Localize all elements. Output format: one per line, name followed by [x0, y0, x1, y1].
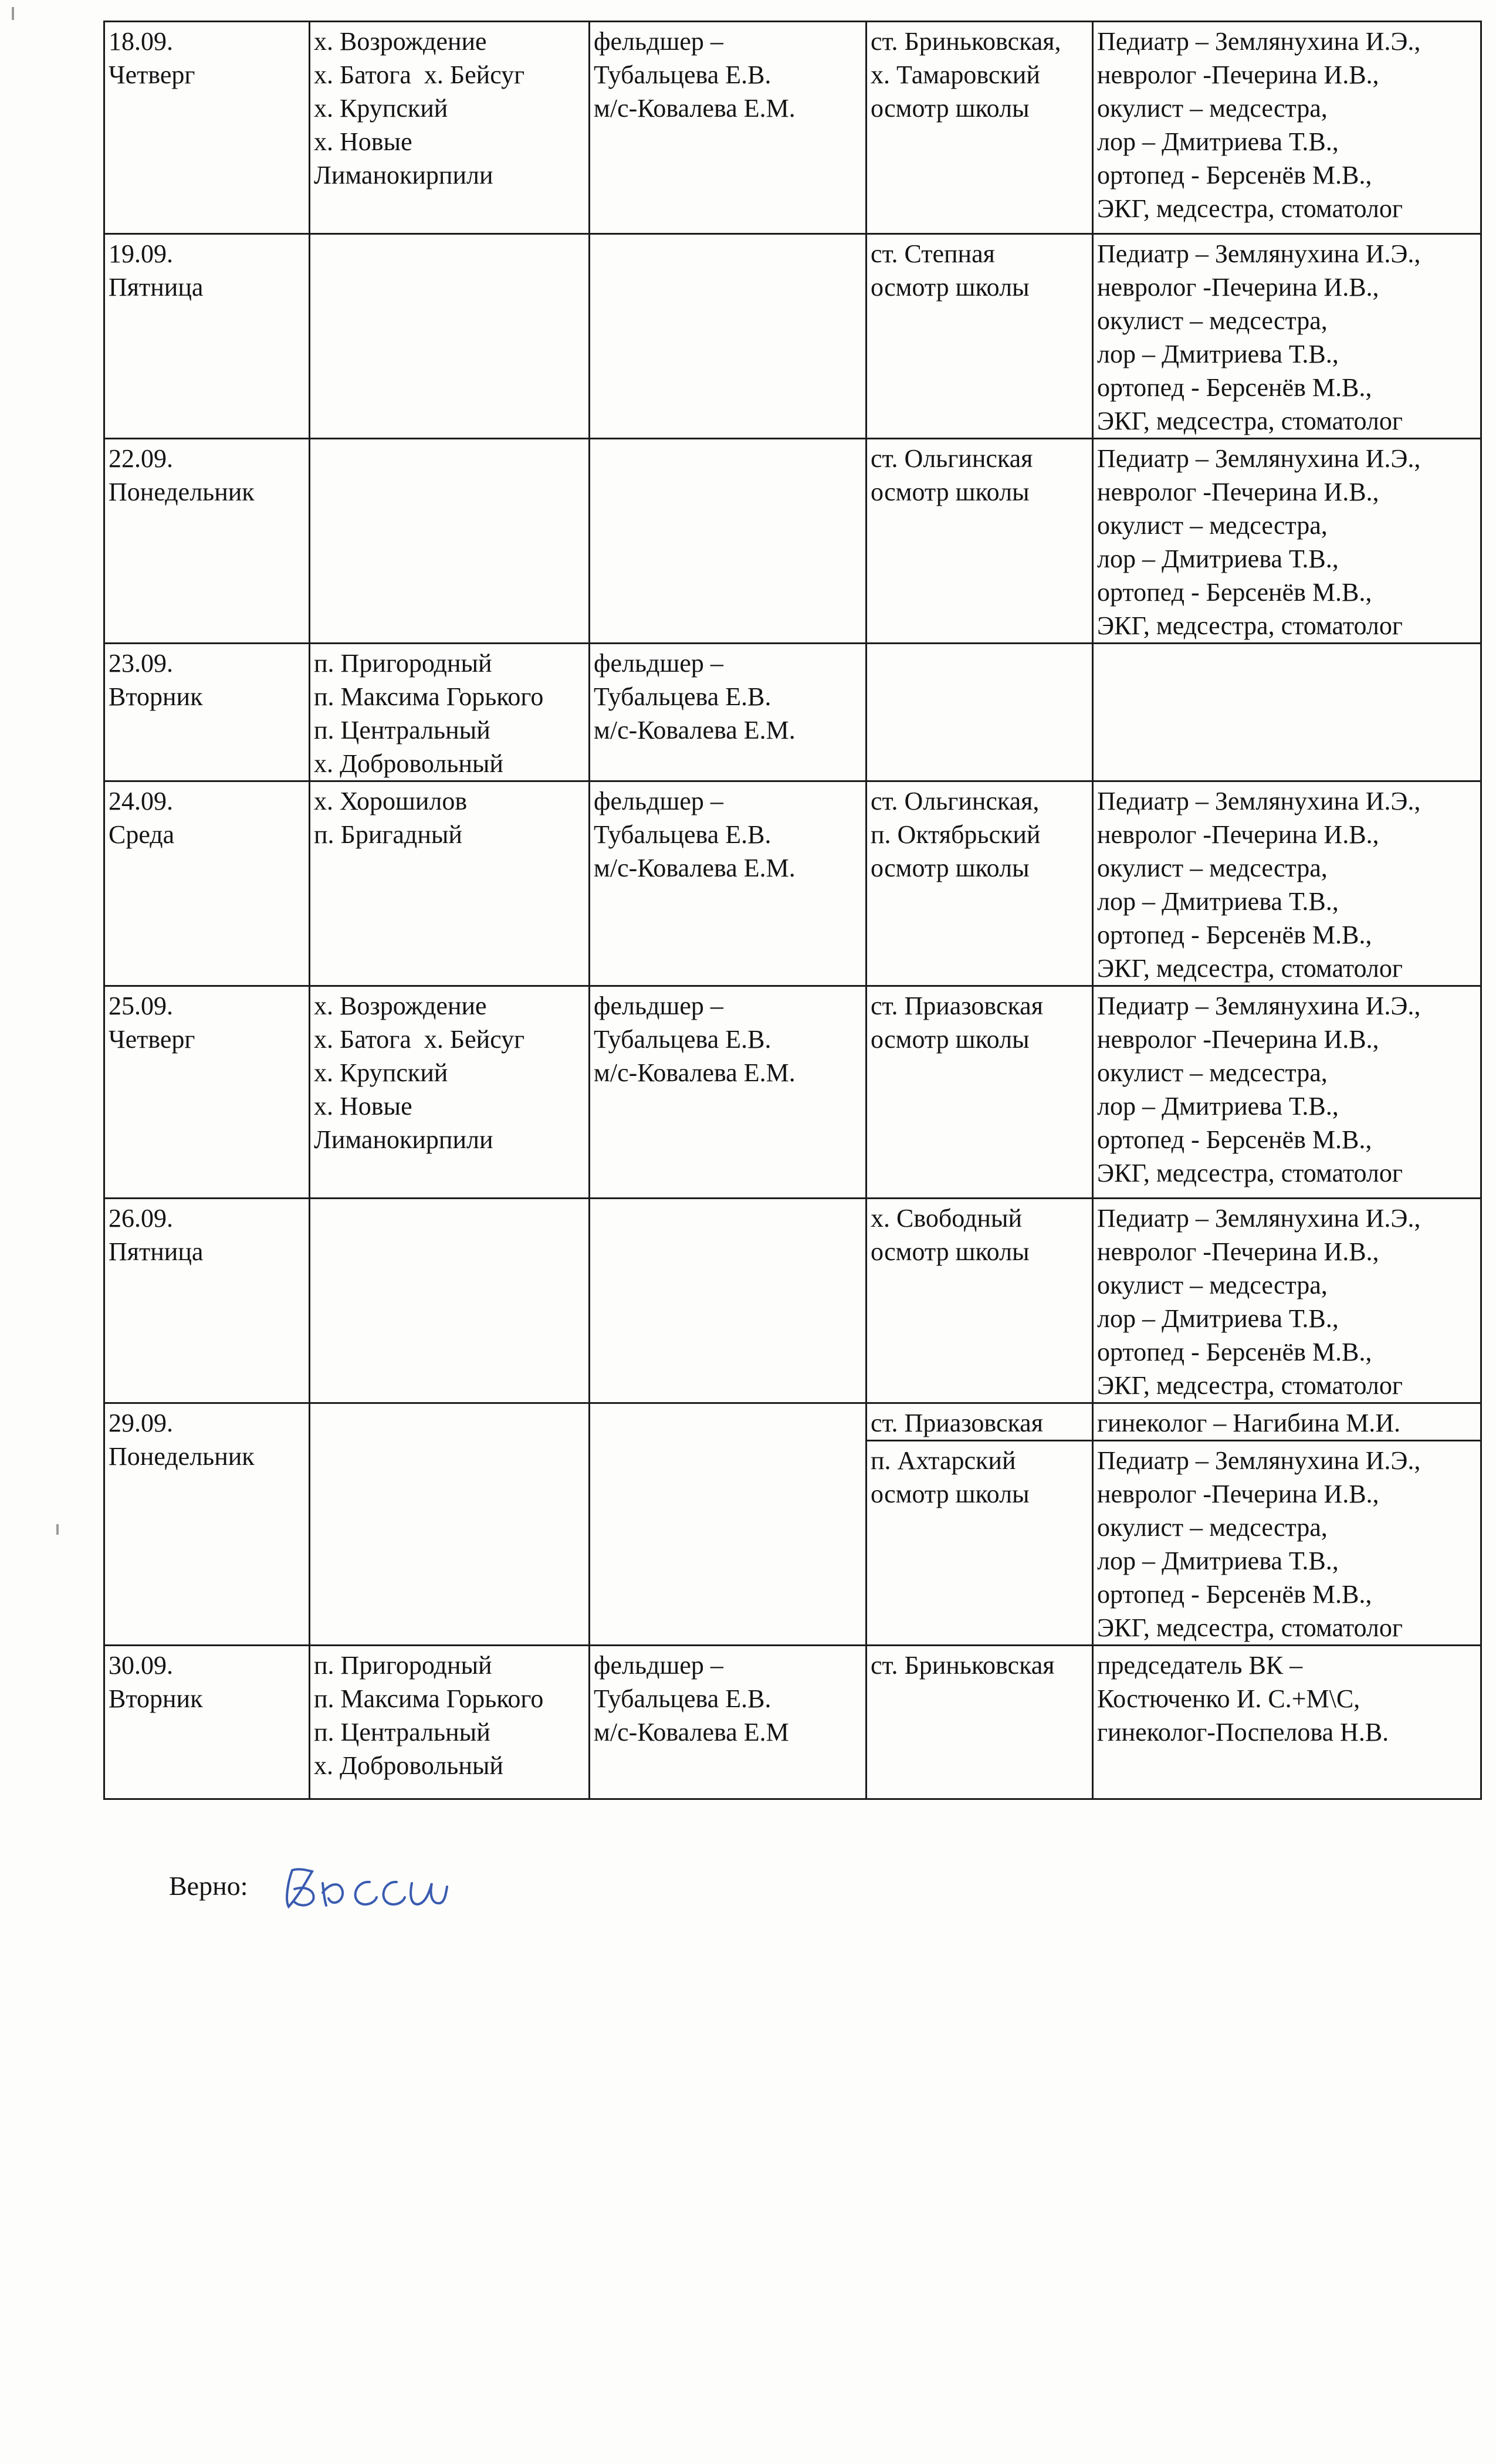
location-cell — [867, 1403, 1093, 1441]
location-cell-line: осмотр школы — [871, 273, 1030, 302]
location-cell-line: х. Свободный — [871, 1204, 1022, 1233]
date-value: 25.09. — [109, 991, 173, 1020]
specialists-cell-line: ЭКГ, медсестра, стоматолог — [1097, 611, 1403, 640]
specialists-cell-line: Педиатр – Землянухина И.Э., — [1097, 787, 1421, 815]
date-cell — [104, 644, 310, 781]
date-cell — [104, 781, 310, 986]
location-cell — [867, 1199, 1093, 1403]
specialists-cell — [1093, 644, 1481, 781]
specialists-cell — [1093, 781, 1481, 986]
specialists-cell-line: лор – Дмитриева Т.В., — [1097, 1092, 1339, 1121]
date-cell — [104, 22, 310, 234]
specialists-cell-line: окулист – медсестра, — [1097, 511, 1328, 540]
signature-stroke — [287, 1869, 313, 1907]
staff-cell-line: фельдшер – — [594, 991, 723, 1020]
settlements-cell-line: п. Пригородный — [314, 649, 492, 678]
specialists-cell-line: невролог -Печерина И.В., — [1097, 1237, 1379, 1266]
staff-cell — [590, 22, 867, 234]
date-value: 23.09. — [109, 649, 173, 678]
settlements-cell-line: х. Новые — [314, 127, 412, 156]
weekday: Вторник — [109, 682, 203, 711]
staff-cell-line: Тубальцева Е.В. — [594, 1025, 771, 1054]
specialists-cell-line: ЭКГ, медсестра, стоматолог — [1097, 1613, 1403, 1642]
specialists-cell-line: ортопед - Берсенёв М.В., — [1097, 920, 1372, 949]
settlements-cell — [310, 781, 590, 986]
settlements-cell-line: х. Крупский — [314, 1058, 448, 1087]
specialists-cell-line: окулист – медсестра, — [1097, 1271, 1328, 1299]
location-cell-line: ст. Приазовская — [871, 991, 1043, 1020]
settlements-cell-line: х. Крупский — [314, 94, 448, 123]
location-cell-line: осмотр школы — [871, 94, 1030, 123]
specialists-cell — [1093, 234, 1481, 439]
staff-cell — [590, 986, 867, 1199]
settlements-cell-line: п. Максима Горького — [314, 682, 544, 711]
location-cell-line: осмотр школы — [871, 478, 1030, 506]
staff-cell-line: м/с-Ковалева Е.М. — [594, 716, 796, 744]
specialists-cell-line: окулист – медсестра, — [1097, 1513, 1328, 1542]
specialists-cell-line: лор – Дмитриева Т.В., — [1097, 1546, 1339, 1575]
location-cell-line: х. Тамаровский — [871, 60, 1040, 89]
date-value: 29.09. — [109, 1409, 173, 1437]
specialists-cell-line: невролог -Печерина И.В., — [1097, 478, 1379, 506]
specialists-cell-line: невролог -Печерина И.В., — [1097, 1025, 1379, 1054]
specialists-cell-line: лор – Дмитриева Т.В., — [1097, 340, 1339, 368]
location-cell — [867, 1441, 1093, 1646]
date-value: 19.09. — [109, 239, 173, 268]
specialists-cell-line: Педиатр – Землянухина И.Э., — [1097, 1446, 1421, 1475]
signature — [282, 1848, 452, 1918]
location-cell-line: осмотр школы — [871, 1025, 1030, 1054]
specialists-cell-line: ортопед - Берсенёв М.В., — [1097, 578, 1372, 607]
specialists-cell-line: гинеколог-Поспелова Н.В. — [1097, 1718, 1389, 1747]
settlements-cell — [310, 1403, 590, 1646]
date-cell — [104, 1403, 310, 1646]
specialists-cell-line: ортопед - Берсенёв М.В., — [1097, 161, 1372, 189]
specialists-cell-line: Педиатр – Землянухина И.Э., — [1097, 239, 1421, 268]
weekday: Пятница — [109, 1237, 204, 1266]
specialists-cell-line: гинеколог – Нагибина М.И. — [1097, 1409, 1401, 1437]
settlements-cell-line: Лиманокирпили — [314, 1125, 493, 1154]
specialists-cell-line: лор – Дмитриева Т.В., — [1097, 127, 1339, 156]
weekday: Понедельник — [109, 1442, 255, 1471]
specialists-cell-line: невролог -Печерина И.В., — [1097, 273, 1379, 302]
settlements-cell-line: х. Батога х. Бейсуг — [314, 1025, 525, 1054]
settlements-cell-line: х. Возрождение — [314, 991, 487, 1020]
settlements-cell-line: х. Добровольный — [314, 749, 503, 778]
specialists-cell-line: ЭКГ, медсестра, стоматолог — [1097, 1159, 1403, 1187]
location-cell-line: осмотр школы — [871, 1237, 1030, 1266]
schedule-row — [104, 781, 1481, 986]
signature-stroke — [411, 1883, 447, 1904]
specialists-cell-line: лор – Дмитриева Т.В., — [1097, 887, 1339, 916]
location-cell-line: осмотр школы — [871, 854, 1030, 882]
settlements-cell — [310, 439, 590, 644]
specialists-cell — [1093, 1403, 1481, 1441]
staff-cell-line: фельдшер – — [594, 649, 723, 678]
schedule-row — [104, 234, 1481, 439]
settlements-cell-line: п. Центральный — [314, 716, 490, 744]
specialists-cell-line: Костюченко И. С.+М\С, — [1097, 1684, 1360, 1713]
specialists-cell — [1093, 1441, 1481, 1646]
settlements-cell — [310, 644, 590, 781]
location-cell-line: осмотр школы — [871, 1480, 1030, 1508]
date-value: 24.09. — [109, 787, 173, 815]
weekday: Понедельник — [109, 478, 255, 506]
specialists-cell — [1093, 986, 1481, 1199]
staff-cell-line: фельдшер – — [594, 1651, 723, 1680]
specialists-cell-line: ЭКГ, медсестра, стоматолог — [1097, 407, 1403, 435]
staff-cell — [590, 439, 867, 644]
settlements-cell-line: п. Бригадный — [314, 820, 462, 849]
specialists-cell — [1093, 1646, 1481, 1799]
signature-stroke — [323, 1883, 343, 1905]
date-cell — [104, 234, 310, 439]
specialists-cell-line: Педиатр – Землянухина И.Э., — [1097, 444, 1421, 473]
weekday: Четверг — [109, 1025, 195, 1054]
staff-cell-line: Тубальцева Е.В. — [594, 682, 771, 711]
specialists-cell — [1093, 22, 1481, 234]
location-cell-line: ст. Ольгинская — [871, 444, 1033, 473]
settlements-cell — [310, 1199, 590, 1403]
scan-edge-mark — [56, 1524, 59, 1535]
settlements-cell-line: п. Центральный — [314, 1718, 490, 1747]
location-cell — [867, 986, 1093, 1199]
specialists-cell-line: невролог -Печерина И.В., — [1097, 60, 1379, 89]
specialists-cell-line: Педиатр – Землянухина И.Э., — [1097, 27, 1421, 56]
staff-cell-line: м/с-Ковалева Е.М. — [594, 1058, 796, 1087]
specialists-cell-line: невролог -Печерина И.В., — [1097, 1480, 1379, 1508]
location-cell — [867, 439, 1093, 644]
scan-edge-mark — [12, 7, 14, 20]
settlements-cell-line: х. Возрождение — [314, 27, 487, 56]
specialists-cell-line: окулист – медсестра, — [1097, 854, 1328, 882]
staff-cell — [590, 1646, 867, 1799]
specialists-cell-line: окулист – медсестра, — [1097, 306, 1328, 335]
location-cell — [867, 234, 1093, 439]
staff-cell-line: Тубальцева Е.В. — [594, 820, 771, 849]
weekday: Вторник — [109, 1684, 203, 1713]
schedule-row — [104, 1403, 1481, 1441]
staff-cell-line: м/с-Ковалева Е.М. — [594, 94, 796, 123]
staff-cell — [590, 1199, 867, 1403]
staff-cell-line: м/с-Ковалева Е.М — [594, 1718, 789, 1747]
schedule-table — [103, 21, 1482, 1800]
staff-cell — [590, 781, 867, 986]
specialists-cell-line: ортопед - Берсенёв М.В., — [1097, 1125, 1372, 1154]
specialists-cell-line: ЭКГ, медсестра, стоматолог — [1097, 1371, 1403, 1400]
date-cell — [104, 439, 310, 644]
staff-cell-line: фельдшер – — [594, 787, 723, 815]
location-cell — [867, 22, 1093, 234]
schedule-row — [104, 1199, 1481, 1403]
specialists-cell — [1093, 439, 1481, 644]
schedule-row — [104, 986, 1481, 1199]
settlements-cell — [310, 22, 590, 234]
specialists-cell-line: ортопед - Берсенёв М.В., — [1097, 373, 1372, 402]
specialists-cell-line: лор – Дмитриева Т.В., — [1097, 544, 1339, 573]
settlements-cell-line: х. Новые — [314, 1092, 412, 1121]
specialists-cell-line: окулист – медсестра, — [1097, 1058, 1328, 1087]
weekday: Пятница — [109, 273, 204, 302]
date-cell — [104, 1646, 310, 1799]
specialists-cell-line: ЭКГ, медсестра, стоматолог — [1097, 194, 1403, 223]
date-value: 26.09. — [109, 1204, 173, 1233]
location-cell — [867, 1646, 1093, 1799]
settlements-cell — [310, 986, 590, 1199]
signature-stroke — [356, 1882, 377, 1904]
location-cell-line: ст. Степная — [871, 239, 995, 268]
specialists-cell — [1093, 1199, 1481, 1403]
location-cell-line: п. Октябрьский — [871, 820, 1041, 849]
location-cell — [867, 644, 1093, 781]
specialists-cell-line: ортопед - Берсенёв М.В., — [1097, 1338, 1372, 1366]
location-cell-line: п. Ахтарский — [871, 1446, 1016, 1475]
schedule-row — [104, 1646, 1481, 1799]
settlements-cell-line: х. Добровольный — [314, 1751, 503, 1780]
settlements-cell-line: х. Батога х. Бейсуг — [314, 60, 525, 89]
weekday: Четверг — [109, 60, 195, 89]
settlements-cell-line: п. Пригородный — [314, 1651, 492, 1680]
verified-label: Верно: — [169, 1871, 248, 1901]
specialists-cell-line: ЭКГ, медсестра, стоматолог — [1097, 954, 1403, 983]
staff-cell — [590, 644, 867, 781]
location-cell-line: ст. Бриньковская — [871, 1651, 1055, 1680]
staff-cell-line: Тубальцева Е.В. — [594, 1684, 771, 1713]
location-cell-line: ст. Бриньковская, — [871, 27, 1061, 56]
date-cell — [104, 986, 310, 1199]
settlements-cell-line: Лиманокирпили — [314, 161, 493, 189]
schedule-row — [104, 22, 1481, 234]
specialists-cell-line: окулист – медсестра, — [1097, 94, 1328, 123]
staff-cell-line: фельдшер – — [594, 27, 723, 56]
location-cell — [867, 781, 1093, 986]
specialists-cell-line: Педиатр – Землянухина И.Э., — [1097, 1204, 1421, 1233]
staff-cell-line: м/с-Ковалева Е.М. — [594, 854, 796, 882]
date-value: 18.09. — [109, 27, 173, 56]
date-cell — [104, 1199, 310, 1403]
settlements-cell — [310, 1646, 590, 1799]
specialists-cell-line: лор – Дмитриева Т.В., — [1097, 1304, 1339, 1333]
staff-cell-line: Тубальцева Е.В. — [594, 60, 771, 89]
date-value: 22.09. — [109, 444, 173, 473]
settlements-cell-line: п. Максима Горького — [314, 1684, 544, 1713]
schedule-row — [104, 644, 1481, 781]
location-cell-line: ст. Приазовская — [871, 1409, 1043, 1437]
signature-stroke — [384, 1882, 405, 1904]
weekday: Среда — [109, 820, 175, 849]
date-value: 30.09. — [109, 1651, 173, 1680]
settlements-cell-line: х. Хорошилов — [314, 787, 468, 815]
staff-cell — [590, 234, 867, 439]
schedule-row — [104, 439, 1481, 644]
specialists-cell-line: председатель ВК – — [1097, 1651, 1303, 1680]
specialists-cell-line: невролог -Печерина И.В., — [1097, 820, 1379, 849]
specialists-cell-line: Педиатр – Землянухина И.Э., — [1097, 991, 1421, 1020]
schedule-body — [104, 22, 1481, 1799]
settlements-cell — [310, 234, 590, 439]
specialists-cell-line: ортопед - Берсенёв М.В., — [1097, 1580, 1372, 1609]
location-cell-line: ст. Ольгинская, — [871, 787, 1040, 815]
staff-cell — [590, 1403, 867, 1646]
